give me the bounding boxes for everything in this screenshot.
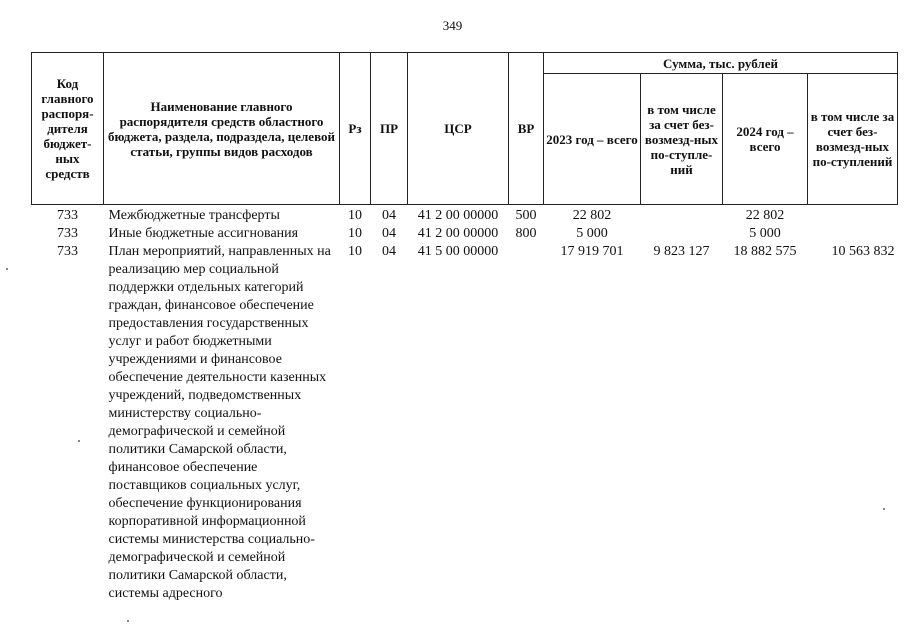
cell-2024-gratuitous (808, 225, 898, 243)
table-row (32, 205, 898, 226)
scan-speck (127, 620, 129, 622)
budget-table (31, 52, 898, 603)
cell-2023-gratuitous (641, 205, 723, 226)
scan-speck (78, 440, 80, 442)
cell-rz: 10 (348, 208, 362, 223)
header-2024-gratuitous: в том числе за счет без-возмезд-ных по-ступлений (808, 74, 898, 205)
cell-2024-gratuitous (808, 205, 898, 226)
scan-speck (883, 508, 885, 510)
header-rz: Рз (340, 53, 371, 205)
header-code: Код главного распоря-дителя бюджет-ных средств (32, 53, 104, 205)
cell-2023-gratuitous: 9 823 127 (653, 244, 710, 259)
cell-vr (509, 243, 544, 603)
header-csr: ЦСР (408, 53, 509, 205)
cell-pr: 04 (382, 244, 396, 259)
cell-2023-total: 17 919 701 (560, 244, 624, 259)
header-2023-total: 2023 год – всего (544, 74, 641, 205)
cell-pr: 04 (382, 226, 396, 241)
cell-2024-total: 5 000 (749, 226, 781, 241)
cell-2024-total: 18 882 575 (733, 244, 797, 259)
header-2023-gratuitous: в том числе за счет без-возмезд-ных по-ступле-ний (641, 74, 723, 205)
cell-code: 733 (57, 244, 78, 259)
cell-2023-total: 5 000 (576, 226, 608, 241)
cell-csr: 41 2 00 00000 (417, 226, 499, 241)
header-name: Наименование главного распорядителя средств областного бюджета, раздела, подраздела, целевой статьи, группы видов расходов (104, 53, 340, 205)
cell-csr: 41 2 00 00000 (417, 208, 499, 223)
cell-name: План мероприятий, направленных на реализацию мер социальной поддержки отдельных категорий граждан, финансовое обеспечение предоставления государственных услуг и работ бюджетными учреждениями и финансовое обеспечение деятельности казенных учреждений, подведомственных министерству социально-демографической и семейной политики Самарской области, финансовое обеспечение поставщиков социальных услуг, обеспечение функционирования корпоративной информационной системы министерства социально-демографической и семейной политики Самарской области, системы адресного (108, 244, 331, 601)
cell-2023-total: 22 802 (572, 208, 612, 223)
table-row (32, 243, 898, 603)
cell-name: Иные бюджетные ассигнования (108, 226, 299, 241)
cell-name: Межбюджетные трансферты (108, 208, 280, 223)
cell-rz: 10 (348, 226, 362, 241)
cell-vr: 500 (515, 208, 537, 223)
cell-pr: 04 (382, 208, 396, 223)
cell-code: 733 (57, 226, 78, 241)
page-number: 349 (442, 18, 463, 33)
header-pr: ПР (371, 53, 408, 205)
cell-rz: 10 (348, 244, 362, 259)
cell-2023-gratuitous (641, 225, 723, 243)
cell-code: 733 (57, 208, 78, 223)
cell-vr: 800 (515, 226, 537, 241)
scan-speck (6, 268, 8, 270)
header-vr: ВР (509, 53, 544, 205)
header-2024-total: 2024 год – всего (723, 74, 808, 205)
cell-2024-gratuitous: 10 563 832 (831, 244, 895, 259)
cell-2024-total: 22 802 (745, 208, 785, 223)
header-sum-group: Сумма, тыс. рублей (544, 53, 898, 74)
table-row (32, 225, 898, 243)
cell-csr: 41 5 00 00000 (417, 244, 499, 259)
